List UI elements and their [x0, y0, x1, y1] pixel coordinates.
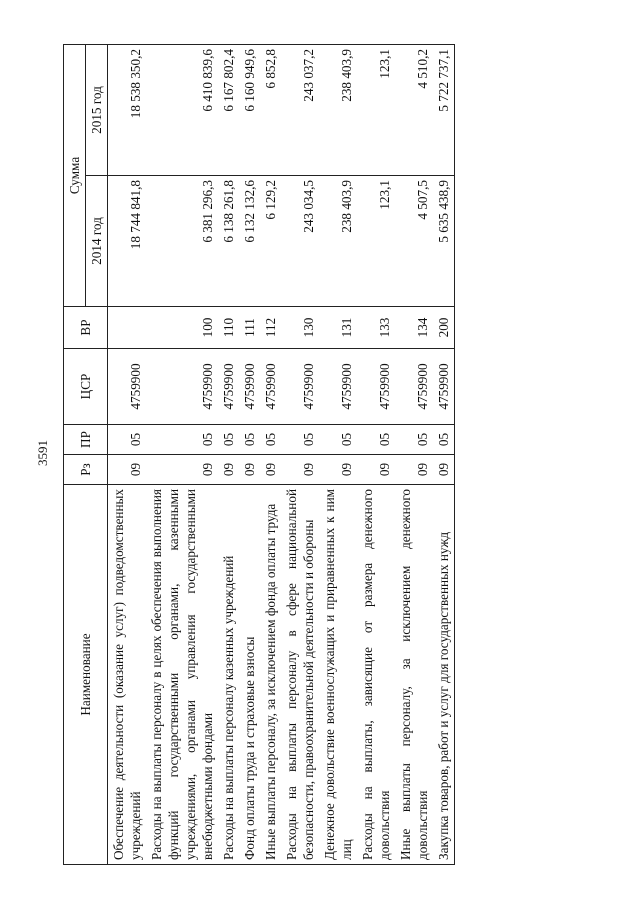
row-sum-2015: 6 410 839,6: [146, 45, 218, 176]
row-rz: 09: [260, 455, 281, 485]
row-vr: 111: [239, 307, 260, 349]
row-name: Фонд оплаты труда и страховые взносы: [239, 485, 260, 865]
header-vr: ВР: [64, 307, 108, 349]
header-csr: ЦСР: [64, 349, 108, 425]
header-name: Наименование: [64, 485, 108, 865]
table-row: [108, 45, 147, 865]
row-csr: 4759900: [260, 349, 281, 425]
table-row: [433, 45, 455, 865]
table-header: [64, 45, 108, 865]
header-2015: 2015 год: [86, 45, 108, 176]
row-pr: 05: [433, 425, 455, 455]
row-name: Расходы на выплаты персоналу в сфере национальной безопасности, правоохранительной деятельности и обороны: [281, 485, 319, 865]
row-sum-2014: 4 507,5: [395, 176, 433, 307]
table-row: [357, 45, 395, 865]
row-rz: 09: [218, 455, 239, 485]
row-rz: 09: [146, 455, 218, 485]
row-vr: 112: [260, 307, 281, 349]
table-row: [239, 45, 260, 865]
row-name: Иные выплаты персоналу, за исключением денежного довольствия: [395, 485, 433, 865]
row-sum-2015: 6 160 949,6: [239, 45, 260, 176]
row-rz: 09: [395, 455, 433, 485]
row-sum-2014: 5 635 438,9: [433, 176, 455, 307]
row-pr: 05: [357, 425, 395, 455]
row-csr: 4759900: [146, 349, 218, 425]
row-sum-2014: 6 129,2: [260, 176, 281, 307]
row-name: Расходы на выплаты, зависящие от размера денежного довольствия: [357, 485, 395, 865]
table-row: [395, 45, 433, 865]
row-name: Денежное довольствие военнослужащих и приравненных к ним лиц: [319, 485, 357, 865]
row-sum-2014: 6 132 132,6: [239, 176, 260, 307]
row-sum-2015: 6 852,8: [260, 45, 281, 176]
row-rz: 09: [357, 455, 395, 485]
row-sum-2015: 243 037,2: [281, 45, 319, 176]
table-row: [260, 45, 281, 865]
row-vr: 110: [218, 307, 239, 349]
row-pr: 05: [146, 425, 218, 455]
row-vr: 131: [319, 307, 357, 349]
row-name: Закупка товаров, работ и услуг для государственных нужд: [433, 485, 455, 865]
table-body: [108, 45, 455, 865]
table-row: [319, 45, 357, 865]
row-csr: 4759900: [319, 349, 357, 425]
row-sum-2014: 6 138 261,8: [218, 176, 239, 307]
row-rz: 09: [433, 455, 455, 485]
row-pr: 05: [395, 425, 433, 455]
row-rz: 09: [319, 455, 357, 485]
row-csr: 4759900: [218, 349, 239, 425]
row-pr: 05: [239, 425, 260, 455]
row-sum-2014: 18 744 841,8: [108, 176, 147, 307]
row-sum-2014: 238 403,9: [319, 176, 357, 307]
row-vr: 133: [357, 307, 395, 349]
row-pr: 05: [108, 425, 147, 455]
header-rz: Рз: [64, 455, 108, 485]
row-sum-2014: 6 381 296,3: [146, 176, 218, 307]
row-name: Расходы на выплаты персоналу казенных учреждений: [218, 485, 239, 865]
row-csr: 4759900: [108, 349, 147, 425]
row-csr: 4759900: [239, 349, 260, 425]
row-pr: 05: [319, 425, 357, 455]
row-sum-2014: 123,1: [357, 176, 395, 307]
row-pr: 05: [260, 425, 281, 455]
row-sum-2015: 4 510,2: [395, 45, 433, 176]
row-name: Обеспечение деятельности (оказание услуг) подведомственных учреждений: [108, 485, 147, 865]
row-csr: 4759900: [433, 349, 455, 425]
table-row: [281, 45, 319, 865]
row-sum-2015: 18 538 350,2: [108, 45, 147, 176]
row-sum-2014: 243 034,5: [281, 176, 319, 307]
row-vr: 130: [281, 307, 319, 349]
row-rz: 09: [108, 455, 147, 485]
header-sum: Сумма: [64, 45, 86, 307]
budget-table-page: [63, 45, 603, 865]
row-vr: 134: [395, 307, 433, 349]
row-pr: 05: [281, 425, 319, 455]
table-row: [146, 45, 218, 865]
row-csr: 4759900: [281, 349, 319, 425]
table-row: [218, 45, 239, 865]
row-pr: 05: [218, 425, 239, 455]
row-csr: 4759900: [357, 349, 395, 425]
header-pr: ПР: [64, 425, 108, 455]
row-sum-2015: 238 403,9: [319, 45, 357, 176]
budget-table: [63, 44, 455, 865]
row-name: Иные выплаты персоналу, за исключением фонда оплаты труда: [260, 485, 281, 865]
row-name: Расходы на выплаты персоналу в целях обеспечения выполнения функций государственными органами, казенными учреждениями, органами управления государственными внебюджетными фондами: [146, 485, 218, 865]
row-vr: 200: [433, 307, 455, 349]
row-sum-2015: 6 167 802,4: [218, 45, 239, 176]
page-number: 3591: [35, 440, 50, 466]
row-rz: 09: [281, 455, 319, 485]
row-rz: 09: [239, 455, 260, 485]
header-2014: 2014 год: [86, 176, 108, 307]
row-vr: 100: [146, 307, 218, 349]
row-vr: [108, 307, 147, 349]
row-csr: 4759900: [395, 349, 433, 425]
row-sum-2015: 123,1: [357, 45, 395, 176]
row-sum-2015: 5 722 737,1: [433, 45, 455, 176]
